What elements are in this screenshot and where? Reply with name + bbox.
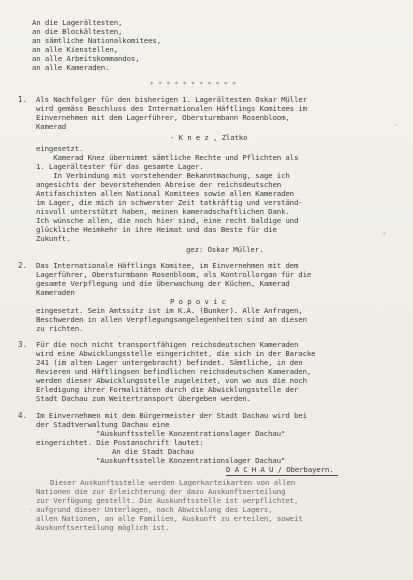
underline-rule xyxy=(226,475,338,476)
address-line: an sämtliche Nationalkomitees, xyxy=(32,36,161,45)
section-line: Kamerad xyxy=(36,122,67,131)
section-line: nisvoll unterstützt haben, meinen kameradschaftlichen Dank. xyxy=(36,207,290,216)
section-number: 2. xyxy=(18,261,28,270)
section-line: allen Nationen, an alle Familien, Auskunft zu erteilen, soweit xyxy=(36,514,303,523)
section-line: "Auskunftsstelle Konzentrationslager Dachau" xyxy=(96,456,286,465)
address-line: an die Blockältesten, xyxy=(32,27,123,36)
section-line: Auskunftserteilung möglich ist. xyxy=(36,523,170,532)
section-line: Beschwerden in allen Verpflegungsangelegenheiten sind an diesen xyxy=(36,315,307,324)
section-line: Im Einvernehmen mit dem Bürgermeister der Stadt Dachau wird bei xyxy=(36,411,307,420)
address-line: an alle Arbeitskommandos, xyxy=(32,54,140,63)
section-line: Als Nachfolger für den bisherigen 1. Lagerältesten Oskar Müller xyxy=(36,95,307,104)
section-line: glückliche Heimkehr in ihre Heimat und das Beste für die xyxy=(36,225,277,234)
address-line: an alle Kameraden. xyxy=(32,63,110,72)
section-line: Zukunft. xyxy=(36,234,71,243)
paper-spot xyxy=(383,232,386,235)
section-line: Kameraden xyxy=(36,288,75,297)
separator-stars: * * * * * * * * * * * xyxy=(150,81,237,88)
appointee-name: - K n e z , Zlatko xyxy=(170,133,248,142)
paper-spot xyxy=(395,124,397,126)
section-line: Lagerführer, Obersturmbann Rosenbloom, als Kontrollorgan für die xyxy=(36,270,312,279)
section-line: Für die noch nicht transportfähigen reichsdeutschen Kameraden xyxy=(36,340,299,349)
section-line: zu richten. xyxy=(36,324,84,333)
section-number: 1. xyxy=(18,95,28,104)
section-line: Nationen die zur Erleichterung der dazu Auskunftserteilung xyxy=(36,487,286,496)
section-line: Antifaschisten allen National Komitees sowie allen Kameraden xyxy=(36,189,294,198)
section-line: Kamerad Knez übernimmt sämtliche Rechte und Pflichten als xyxy=(36,153,299,162)
section-line: 1. Lagerältester für das gesamte Lager. xyxy=(36,162,204,171)
section-line: wird eine Abwicklungsstelle eingerichtet, die sich in der Baracke xyxy=(36,349,316,358)
section-line: Das Internationale Häftlings Komitee, im Einvernehmen mit dem xyxy=(36,261,299,270)
section-line: Stadt Dachau zum Weitertransport übergeben werden. xyxy=(36,394,251,403)
appointee-name: P o p o v i c xyxy=(170,297,226,306)
city-line: D A C H A U / Oberbayern. xyxy=(226,465,334,474)
paper-spot xyxy=(30,509,32,511)
section-line: der Stadtverwaltung Dachau eine xyxy=(36,420,170,429)
address-line: An die Lagerältesten, xyxy=(32,18,123,27)
signature-line: gez: Oskar Müller. xyxy=(186,245,264,254)
section-line: Einvernehmen mit dem Lagerführer, Obersturmbann Rosenbloom, xyxy=(36,113,290,122)
section-line: Erledigung ihrer Formalitäten durch die Abwicklungsstelle der xyxy=(36,385,299,394)
section-line: Dieser Auskunftsstelle werden Lagerkarteikarten von allen xyxy=(50,478,296,487)
section-line: gesamte Verpflegung und die Überwachung der Küchen, Kamerad xyxy=(36,279,290,288)
address-line: an alle Kienstellen, xyxy=(32,45,118,54)
section-line: eingesetzt. xyxy=(36,144,84,153)
section-line: Ich wünsche allen, die noch hier sind, eine recht baldige und xyxy=(36,216,299,225)
section-line: "Auskunftsstelle Konzentrationslager Dachau" xyxy=(96,429,286,438)
section-line: eingerichtet. Die Postanschrift lautet: xyxy=(36,438,204,447)
section-line: werden dieser Abwicklungsstelle zugeleitet, von wo aus die noch xyxy=(36,376,307,385)
section-line: angesichts der bevorstehenden Abreise der reichsdeutschen xyxy=(36,180,282,189)
section-line: eingesetzt. Sein Amtssitz ist im K.A. (Bunker). Alle Anfragen, xyxy=(36,306,303,315)
section-line: wird gemäss Beschluss des Internationalen Häftlings Komitees im xyxy=(36,104,307,113)
section-line: aufgrund dieser Unterlagen, nach Abwicklung des Lagers, xyxy=(36,505,273,514)
section-number: 3. xyxy=(18,340,28,349)
section-line: An die Stadt Dachau xyxy=(112,447,194,456)
section-number: 4. xyxy=(18,411,28,420)
section-line: im Lager, die mich in schwerster Zeit tatkräftig und verständ- xyxy=(36,198,303,207)
section-line: In Verbindung mit vorstehender Bekanntmachung, sage ich xyxy=(36,171,290,180)
section-line: zur Verfügung gestellt. Die Auskunftsstelle ist verpflichtet, xyxy=(36,496,299,505)
section-line: Revieren und Häftlingsen befindlichen reichsdeutschen Kameraden, xyxy=(36,367,312,376)
section-line: 241 (im alten Lager untergebracht) befindet. Sämtliche, in den xyxy=(36,358,303,367)
